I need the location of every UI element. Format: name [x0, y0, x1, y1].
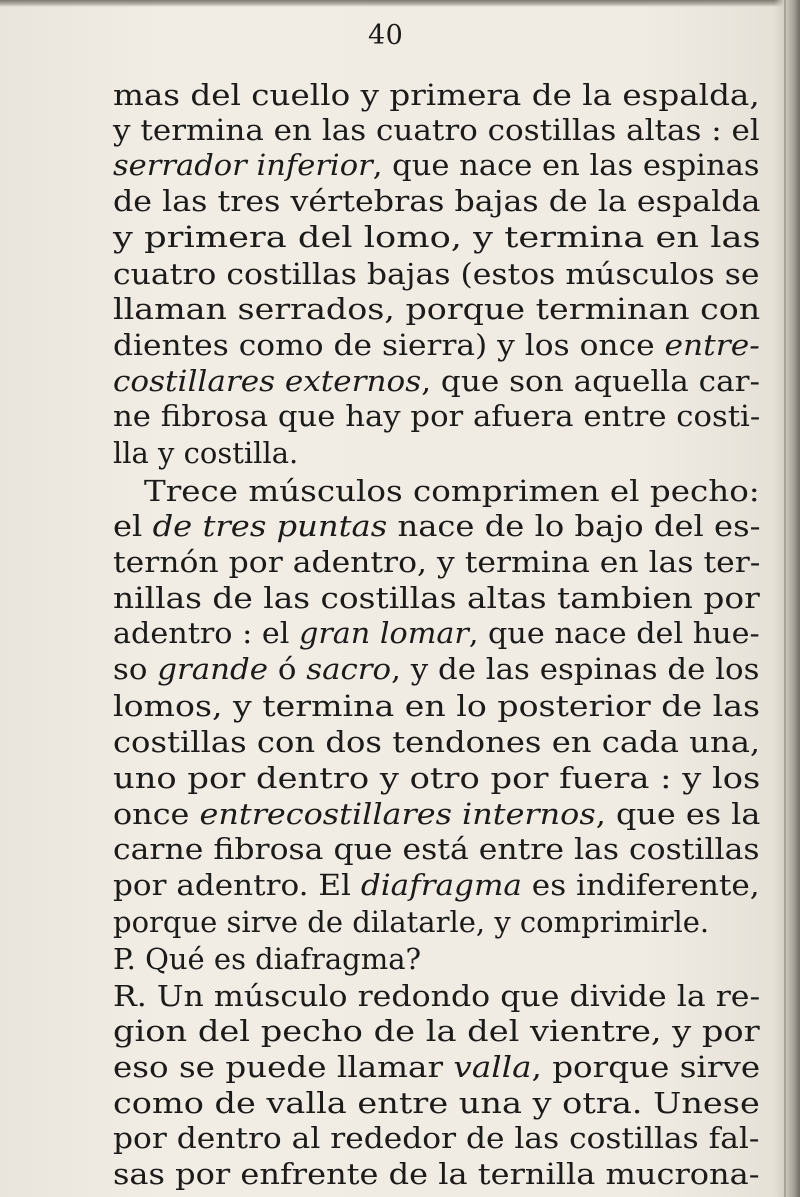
- text-line: lomos, y termina en lo posterior de las: [113, 689, 761, 723]
- text-line: nillas de las costillas altas tambien por: [113, 581, 760, 615]
- text-line: so grande ó sacro, y de las espinas de los: [113, 652, 760, 686]
- text-line: como de valla entre una y otra. Unese: [113, 1086, 760, 1120]
- text-line: cuatro costillas bajas (estos músculos se: [113, 257, 760, 291]
- text-line: ne fibrosa que hay por afuera entre costi-: [113, 399, 761, 433]
- text-line: R. Un músculo redondo que divide la re-: [113, 979, 761, 1013]
- text-line: por dentro al rededor de las costillas fal-: [113, 1121, 760, 1155]
- text-line: mas del cuello y primera de la espalda,: [113, 78, 760, 112]
- text-line: costillas con dos tendones en cada una,: [113, 725, 761, 759]
- text-line: carne fibrosa que está entre las costillas: [113, 832, 760, 866]
- text-line: sas por enfrente de la ternilla mucrona-: [113, 1157, 760, 1191]
- text-line: el de tres puntas nace de lo bajo del es-: [113, 509, 761, 543]
- text-line: y termina en las cuatro costillas altas : el: [113, 113, 760, 147]
- text-line: de las tres vértebras bajas de la espalda: [113, 184, 761, 218]
- text-line: P. Qué es diafragma?: [113, 942, 422, 976]
- text-line: once entrecostillares internos, que es la: [113, 797, 761, 831]
- text-line: eso se puede llamar valla, porque sirve: [113, 1050, 761, 1084]
- text-line: costillares externos, que son aquella car-: [113, 364, 760, 398]
- text-line: llaman serrados, porque terminan con: [113, 292, 761, 326]
- page-number: 40: [368, 20, 404, 51]
- text-line: uno por dentro y otro por fuera : y los: [113, 761, 761, 795]
- text-line: porque sirve de dilatarle, y comprimirle.: [113, 905, 710, 939]
- text-line: gion del pecho de la del vientre, y por: [113, 1014, 760, 1048]
- text-line: por adentro. El diafragma es indiferente,: [113, 868, 760, 902]
- text-line: y primera del lomo, y termina en las: [113, 220, 761, 254]
- text-line: ternón por adentro, y termina en las ter-: [113, 545, 761, 579]
- text-line: Trece músculos comprimen el pecho:: [144, 474, 760, 508]
- text-line: dientes como de sierra) y los once entre-: [113, 328, 760, 362]
- text-line: serrador inferior, que nace en las espinas: [113, 148, 760, 182]
- text-line: lla y costilla.: [113, 436, 299, 470]
- text-line: adentro : el gran lomar, que nace del hue-: [113, 616, 760, 650]
